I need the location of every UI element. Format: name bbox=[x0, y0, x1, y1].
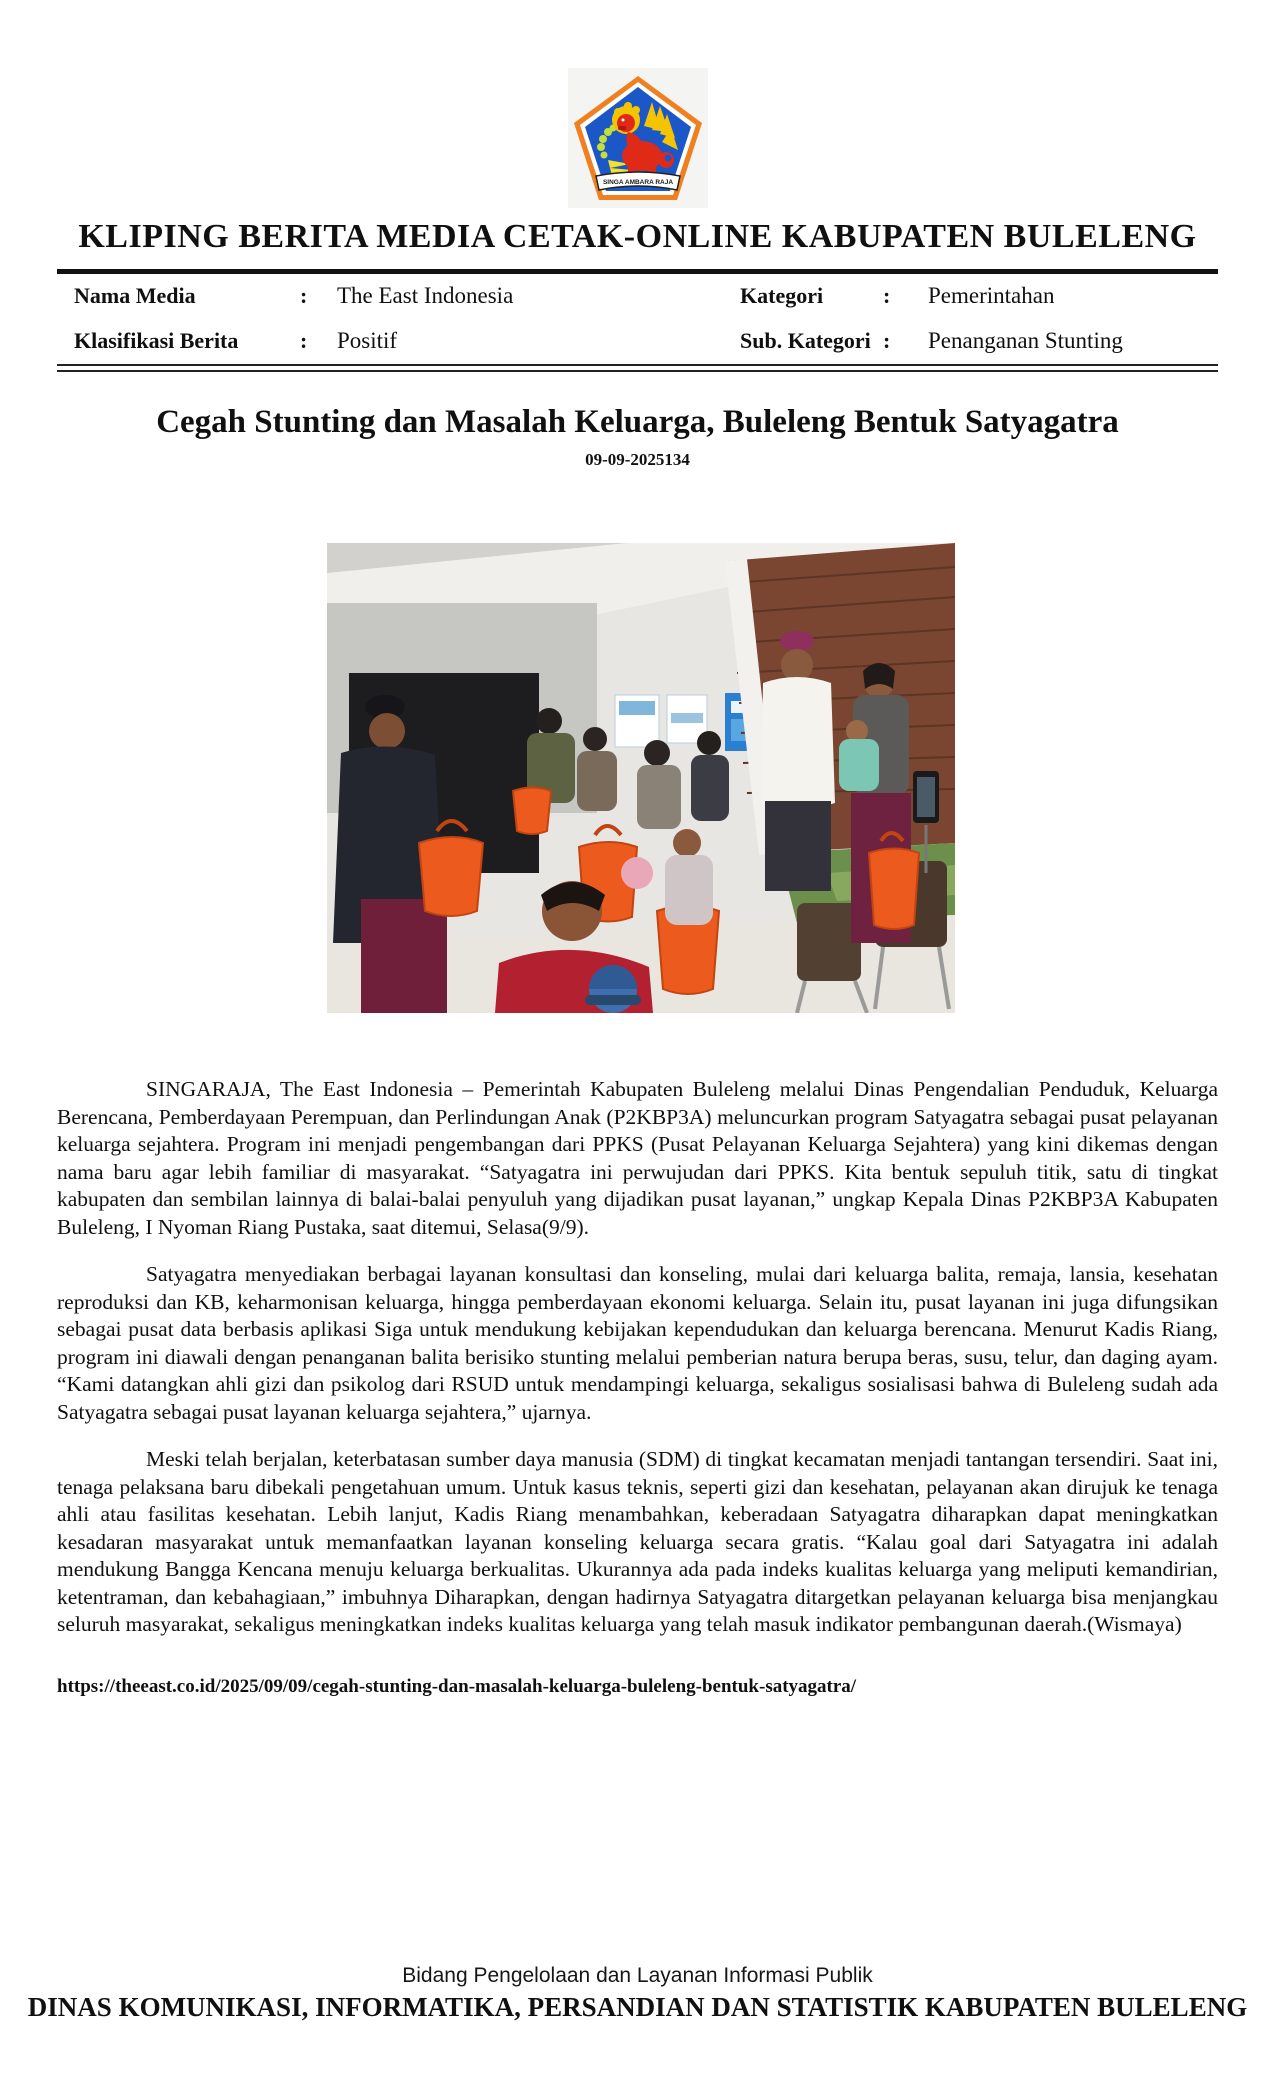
meta-label-klasifikasi: Klasifikasi Berita bbox=[74, 328, 239, 353]
article-date-code: 09-09-2025134 bbox=[585, 450, 690, 469]
article-photo bbox=[327, 543, 955, 1013]
meta-colon: : bbox=[883, 328, 891, 353]
meta-label-sub-kategori: Sub. Kategori bbox=[740, 328, 871, 353]
meta-row-2 bbox=[57, 328, 1218, 362]
meta-value-kategori: Pemerintahan bbox=[928, 283, 1055, 308]
paragraph-1: SINGARAJA, The East Indonesia – Pemerintah Kabupaten Buleleng melalui Dinas Pengendalian Penduduk, Keluarga Berencana, Pemberdayaan Perempuan, dan Perlindungan Anak (P2KBP3A) meluncurkan program Satyagatra sebagai pusat pelayanan keluarga sejahtera. Program ini menjadi pengembangan dari PPKS (Pusat Pelayanan Keluarga Sejahtera) yang kini dikemas dengan nama baru agar lebih familiar di masyarakat. “Satyagatra ini perwujudan dari PPKS. Kita bentuk sepuluh titik, satu di tingkat kabupaten dan sembilan lainnya di balai-balai penyuluh yang dijadikan pusat layanan,” ungkap Kepala Dinas P2KBP3A Kabupaten Buleleng, I Nyoman Riang Pustaka, saat ditemui, Selasa(9/9). bbox=[57, 1077, 1218, 1239]
meta-value-nama-media: The East Indonesia bbox=[337, 283, 514, 308]
header-divider bbox=[57, 269, 1218, 274]
meta-label-kategori: Kategori bbox=[740, 283, 824, 308]
paragraph-3: Meski telah berjalan, keterbatasan sumber daya manusia (SDM) di tingkat kecamatan menjadi tantangan tersendiri. Saat ini, tenaga pelaksana baru dibekali pengetahuan umum. Untuk kasus teknis, seperti gizi dan kesehatan, pelayanan akan dirujuk ke tenaga ahli atau fasilitas kesehatan. Lebih lanjut, Kadis Riang menambahkan, keberadaan Satyagatra diharapkan dapat meningkatkan kesadaran masyarakat untuk memanfaatkan layanan konseling keluarga secara gratis. “Kalau goal dari Satyagatra ini adalah mendukung Bangga Kencana menuju keluarga berkualitas. Ukurannya ada pada indeks kualitas keluarga yang meliputi kemandirian, ketentraman, dan kebahagiaan,” imbuhnya Diharapkan, dengan hadirnya Satyagatra ditargetkan pelayanan keluarga bisa menjangkau seluruh masyarakat, sekaligus meningkatkan indeks kualitas keluarga yang telah masuk indikator pembangunan daerah.(Wismaya) bbox=[57, 1447, 1218, 1636]
article-title: Cegah Stunting dan Masalah Keluarga, Buleleng Bentuk Satyagatra bbox=[156, 404, 1119, 440]
paragraph-2: Satyagatra menyediakan berbagai layanan konsultasi dan konseling, mulai dari keluarga balita, remaja, lansia, kesehatan reproduksi dan KB, keharmonisan keluarga, hingga pemberdayaan ekonomi keluarga. Selain itu, pusat layanan ini juga difungsikan sebagai pusat data berbasis aplikasi Siga untuk mendukung kebijakan kependudukan dan keluarga berencana. Menurut Kadis Riang, program ini diawali dengan penanganan balita berisiko stunting melalui pemberian natura berupa beras, susu, telur, dan daging ayam. “Kami datangkan ahli gizi dan psikolog dari RSUD untuk mendampingi keluarga, sekaligus sosialisasi bahwa di Buleleng sudah ada Satyagatra sebagai pusat layanan keluarga sejahtera,” ujarnya. bbox=[57, 1262, 1218, 1424]
meta-label-nama-media: Nama Media bbox=[74, 283, 196, 308]
meta-colon: : bbox=[883, 283, 891, 308]
footer-agency: DINAS KOMUNIKASI, INFORMATIKA, PERSANDIAN DAN STATISTIK KABUPATEN BULELENG bbox=[27, 1992, 1248, 2022]
meta-value-klasifikasi: Positif bbox=[337, 328, 398, 353]
meta-row-1 bbox=[57, 283, 1218, 317]
buleleng-emblem-logo bbox=[568, 68, 708, 208]
logo-banner-text: SINGA AMBARA RAJA bbox=[602, 179, 673, 186]
photo-illustration bbox=[327, 543, 955, 1013]
footer-division: Bidang Pengelolaan dan Layanan Informasi Publik bbox=[402, 1964, 873, 1987]
meta-colon: : bbox=[300, 283, 308, 308]
meta-value-sub-kategori: Penanganan Stunting bbox=[928, 328, 1123, 353]
meta-divider bbox=[57, 364, 1218, 372]
kliping-header-title: KLIPING BERITA MEDIA CETAK-ONLINE KABUPATEN BULELENG bbox=[78, 218, 1197, 255]
article-body bbox=[57, 1076, 1218, 1700]
pentagon-emblem-icon bbox=[568, 68, 708, 208]
article-source-url: https://theeast.co.id/2025/09/09/cegah-stunting-dan-masalah-keluarga-buleleng-bentuk-satyagatra/ bbox=[57, 1675, 857, 1697]
meta-colon: : bbox=[300, 328, 308, 353]
